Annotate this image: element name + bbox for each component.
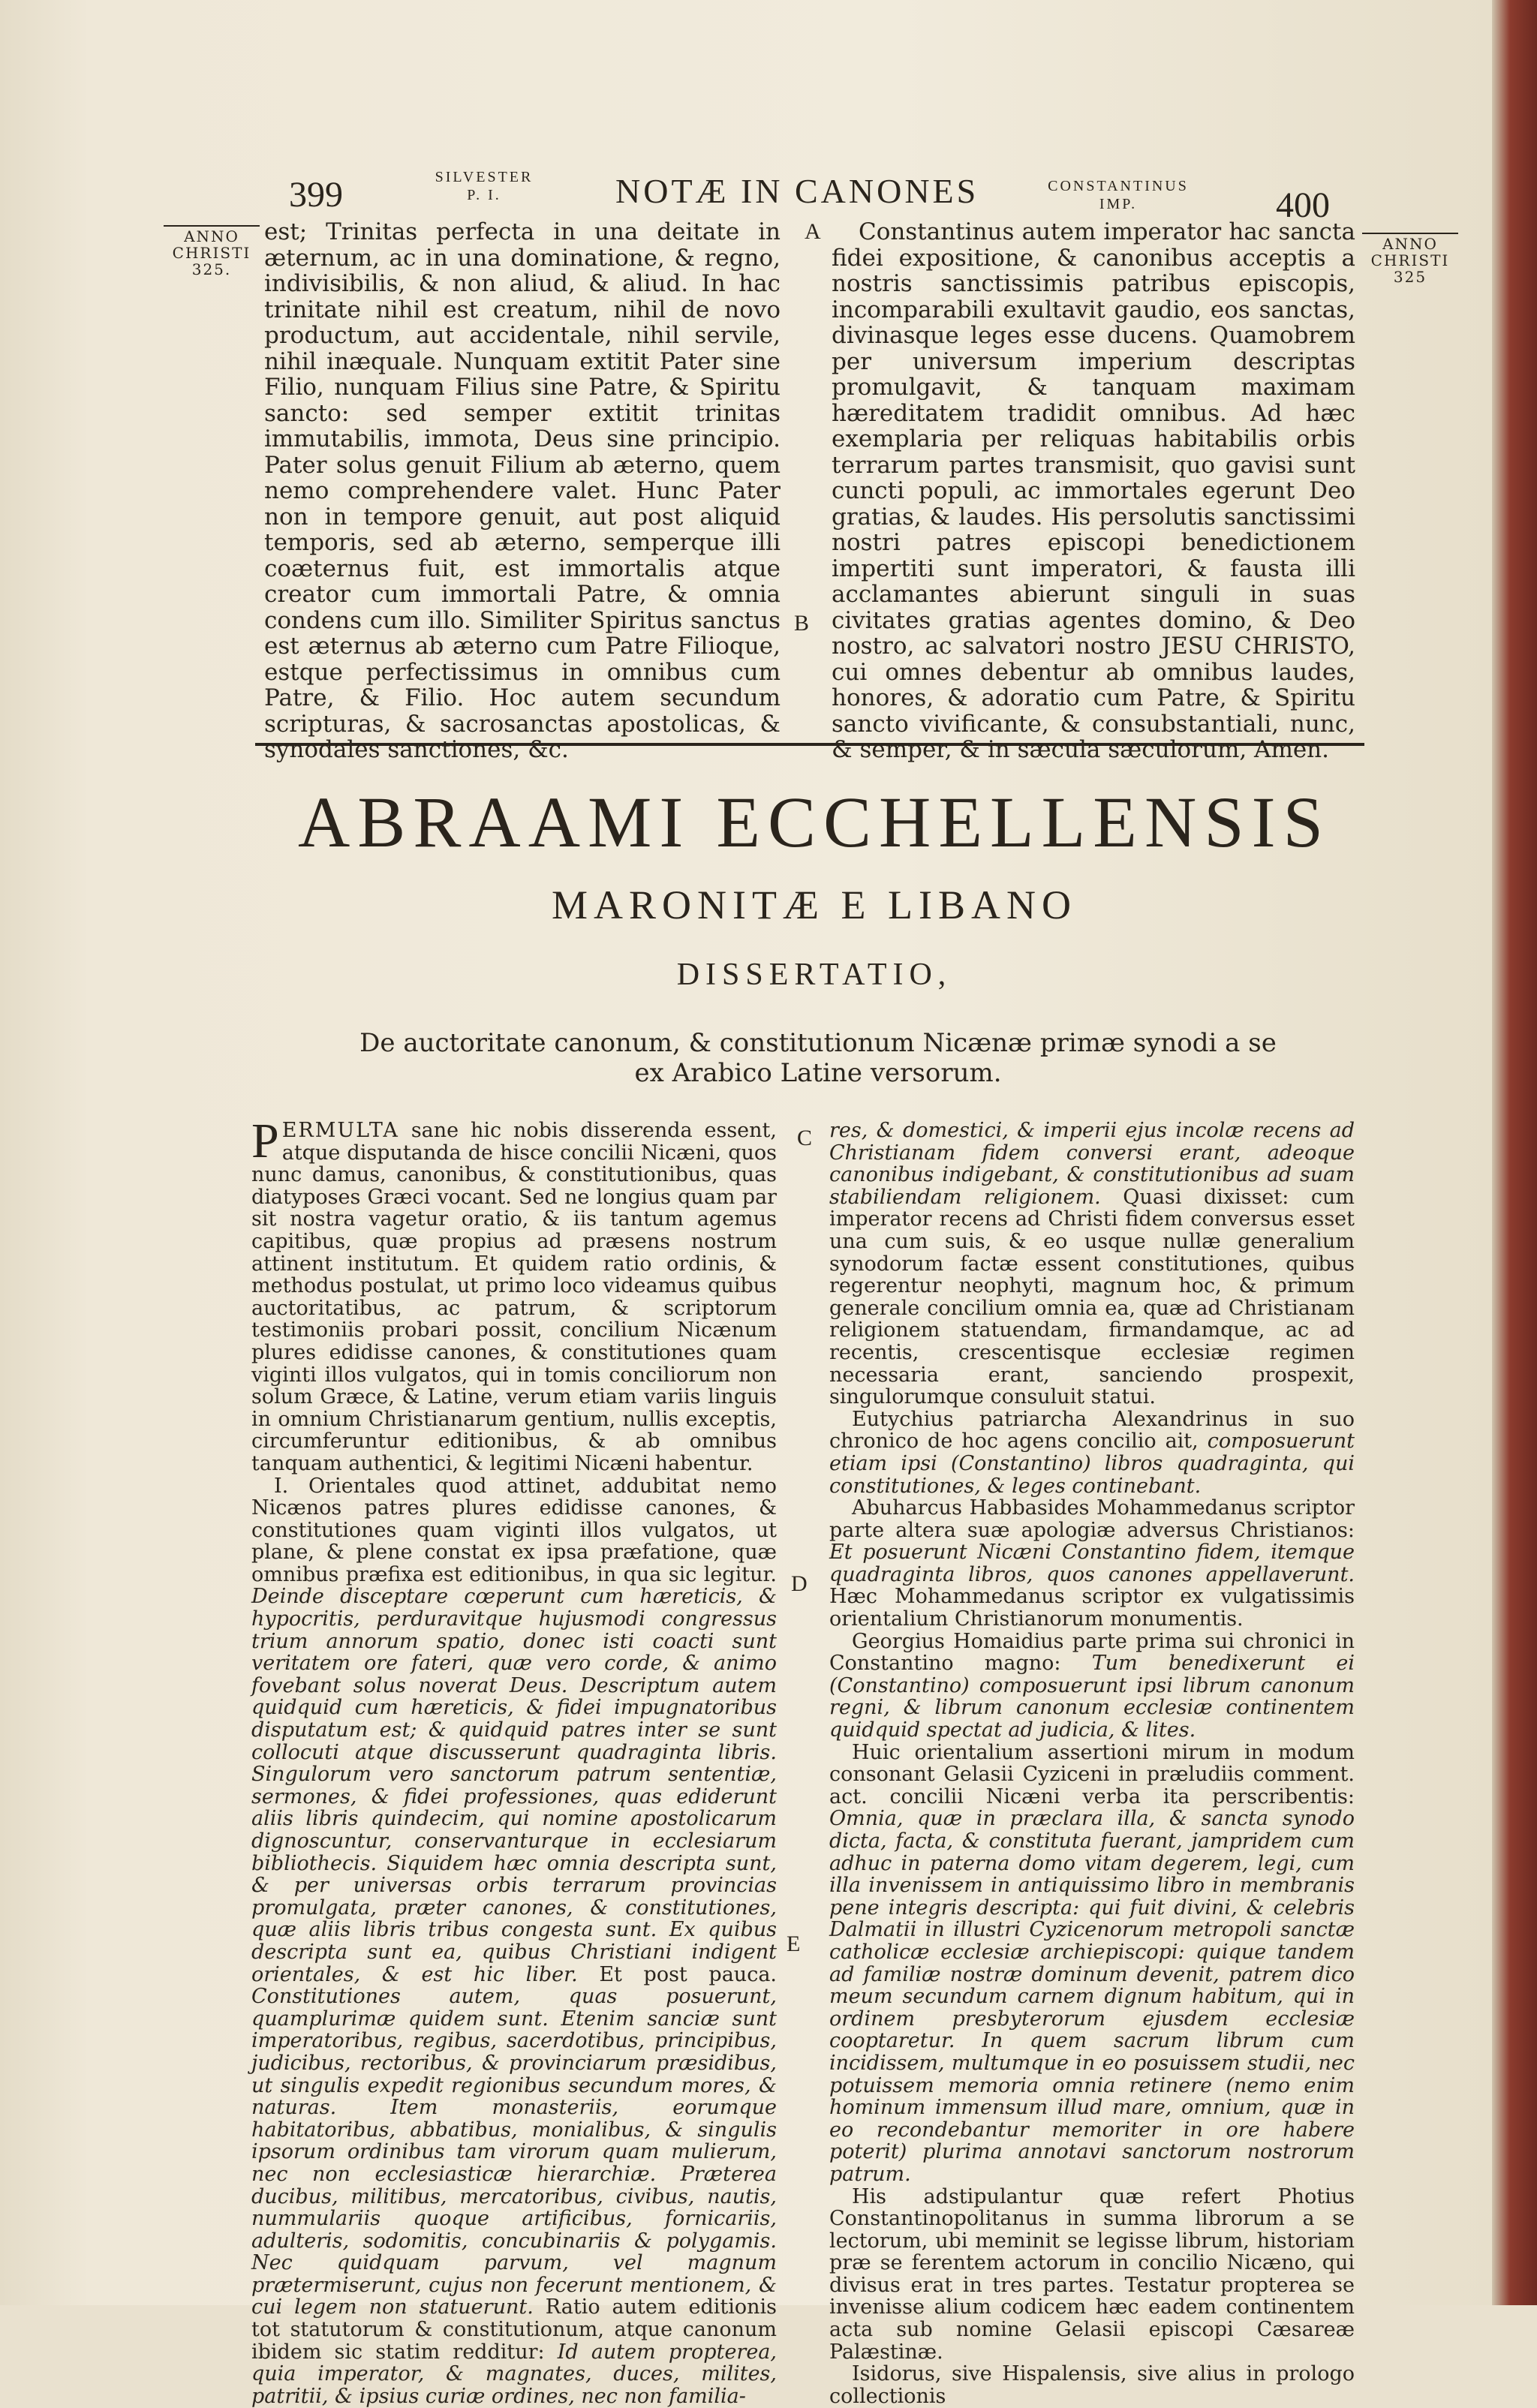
origin-heading: MARONITÆ E LIBANO [552,882,1077,927]
paragraph-permulta [251,1114,777,1475]
year-label: 325 [1393,268,1427,286]
top-left-column [264,219,781,763]
paragraph-eutychius [829,1408,1355,1497]
subtitle-line-2: ex Arabico Latine versorum. [634,1058,1002,1088]
bottom-right-column [829,1119,1355,2408]
section-letter-c: C [797,1126,813,1150]
text-roman: Quasi dixisset: cum imperator recens ad Christi fidem conversus esset una cum suis, & eo usque nullæ generalium synodorum factæ essent constitutiones, quibus regerentur neophyti, magnum hoc, & primum generale concilium omnia ea, quæ ad Christianam religionem statuendam, firmandamque, ac ad recentis, crescentisque ecclesiæ regimen necessaria erant, sanciendo prospexit, singulorumque consuluit statui. [829,1185,1355,1409]
top-right-text: Constantinus autem imperator hac sancta fidei expositione, & canonibus acceptis a nostris sanctissimis patribus episcopis, incomparabili exultavit gaudio, eos sanctas, divinasque leges esse ducens. Quamobrem per universum imperium descriptas promulgavit, & tanquam maximam hæreditatem tradidit omnibus. Ad hæc exemplaria per reliquas habitabilis orbis terrarum partes transmisit, quo gavisi sunt cuncti populi, ac immortales egerunt Deo gratias, & laudes. His persolutis sanctissimi nostri patres episcopi benedictionem impertiti sunt imperatori, & fausta illi acclamantes abierunt singuli in suas civitates gratias agentes domino, & Deo nostro, ac salvatori nostro JESU CHRISTO, cui omnes debentur ab omnibus laudes, honores, & adoratio cum Patre, & Spiritu sancto vivificante, & consubstantiali, nunc, & semper, & in sæcula sæculorum, Amen. [832,218,1355,763]
text-italic: res, & domestici, & imperii ejus incolæ recens ad Christianam fidem conversi erant, adeoque canonibus indigebant, & constitutionibus ad suam stabiliendam religionem. [829,1119,1355,1209]
paragraph-isidorus [829,2363,1355,2407]
anno-label: ANNO [184,227,239,245]
book-binding-edge [1492,0,1537,2305]
text-italic: Deinde disceptare cœperunt cum hæreticis, & hypocritis, perduravitque hujusmodi congressus trium annorum spatio, donec isti coacti sunt veritatem ore fateri, quæ vero corde, & animo fovebant solus noverat Deus. Descriptum autem quidquid cum hæreticis, & fidei impugnatoribus disputatum est; & quidquid patres inter se sunt collocuti atque discusserunt quadraginta libris. Singulorum vero sanctorum patrum sententiæ, sermones, & fidei professiones, quas ediderunt aliis libris quindecim, qui nomine apostolicarum dignoscuntur, conservanturque in ecclesiarum bibliothecis. Siquidem hæc omnia descripta sunt, & per universas orbis terrarum provincias promulgata, præter canones, & constitutiones, quæ aliis libris tribus congesta sunt. Ex quibus descripta sunt ea, quibus Christiani indigent orientales, & est hic liber. [251,1585,777,1986]
page-number-left: 399 [289,175,343,215]
paragraph-homaidius [829,1631,1355,1742]
anno-christi-left [164,225,260,278]
text-roman: Hæc Mohammedanus scriptor ex vulgatissimis orientalium Christianorum monumentis. [829,1585,1355,1631]
paragraph-continuation [829,1120,1355,1408]
text-italic: Id autem propterea, quia imperator, & magnates, duces, milites, patritii, & ipsius curiæ ordines, nec non familia- [251,2340,777,2408]
text-roman: Georgius Homaidius parte prima sui chronici in Constantino magno: [829,1629,1355,1676]
section-letter-d: D [791,1571,808,1596]
page-number-right: 400 [1276,185,1330,225]
christi-label: CHRISTI [172,244,251,262]
running-head-pope [417,168,552,204]
text-italic: Tum benedixerunt ei (Constantino) composuerunt ipsi librum canonum regni, & librum canonum ecclesiæ continentem quidquid spectat ad judicia, & lites. [829,1652,1355,1742]
top-right-column [832,219,1355,763]
paragraph-abuharcus [829,1497,1355,1631]
running-head-emperor [1013,177,1223,213]
paragraph-gelasius [829,1742,1355,2186]
text-roman: Ratio autem editionis tot statutorum & constitutionum, atque canonum ibidem sic statim redditur: [251,2295,777,2364]
anno-label: ANNO [1382,235,1438,253]
dissertation-subtitle [300,1028,1336,1088]
subtitle-line-1: De auctoritate canonum, & constitutionum Nicænæ primæ synodi a se [359,1028,1277,1058]
lead-word: ERMULTA [281,1119,399,1142]
running-title: NOTÆ IN CANONES [615,172,979,210]
top-left-text: est; Trinitas perfecta in una deitate in æternum, ac in una dominatione, & regno, indivisibilis, & non aliud, & aliud. In hac trinitate nihil est creatum, nihil de novo productum, aut accidentale, nihil servile, nihil inæquale. Nunquam extitit Pater sine Filio, nunquam Filius sine Patre, & Spiritu sancto: sed semper extitit trinitas immutabilis, immota, Deus sine principio. Pater solus genuit Filium ab æterno, quem nemo comprehendere valet. Hunc Pater non in tempore genuit, aut post aliquid temporis, sed ab æterno, semperque illi coæternus fuit, est immortalis atque creator cum immortali Patre, & omnia condens cum illo. Similiter Spiritus sanctus est æternus ab æterno cum Patre Filioque, estque perfectissimus in omnibus cum Patre, & Filio. Hoc autem secundum scripturas, & sacrosanctas apostolicas, & synodales sanctiones, &c. [264,218,781,763]
text-italic: composuerunt etiam ipsi (Constantino) libros quadraginta, qui constitutiones, & leges continebant. [829,1429,1355,1498]
dissertatio-heading: DISSERTATIO, [676,957,952,992]
text-roman: I. Orientales quod attinet, addubitat nemo Nicænos patres plures edidisse canones, & constitutiones quam viginti illos vulgatos, ut plane, & plene constat ex ipsa præfatione, quæ omnibus præfixa est editionibus, in qua sic legitur. [251,1474,777,1586]
section-letter-b: B [794,611,810,636]
christi-label: CHRISTI [1370,251,1450,269]
section-letter-a: A [805,219,821,244]
year-label: 325. [191,260,232,278]
paragraph-photius [829,2186,1355,2364]
emperor-title: IMP. [1099,196,1138,212]
paragraph-text: sane hic nobis disserenda essent, atque disputanda de hisce concilii Nicæni, quos nunc damus, canonibus, & constitutionibus, quas diatyposes Græci vocant. Sed ne longius quam par sit nostra vagetur oratio, & iis tantum agemus capitibus, quæ propius ad præsens nostrum attinent institutum. Et quidem ratio ordinis, & methodus postulat, ut primo loco videamus quibus auctoritatibus, ac patrum, & scriptorum testimoniis probari possit, concilium Nicænum plures edidisse canones, & constitutiones quam viginti illos vulgatos, qui in tomis conciliorum non solum Græce, & Latine, verum etiam variis linguis in omnium Christianarum gentium, nullis exceptis, circumferuntur editionibus, & ab omnibus tanquam authentici, & legitimi Nicæni habentur. [251,1119,777,1475]
text-roman: Et post pauca. [599,1962,777,1986]
text-roman: Eutychius patriarcha Alexandrinus in suo chronico de hoc agens concilio ait, [829,1407,1355,1454]
paragraph-orientales [251,1475,777,2408]
drop-cap: P [251,1114,279,1168]
section-rule [255,743,1364,746]
emperor-name: CONSTANTINUS [1048,178,1189,194]
text-italic: Omnia, quæ in præclara illa, & sancta synodo dicta, facta, & constituta fuerant, jampridem cum adhuc in paterna domo vitam degerem, legi, cum illa invenissem in antiquissimo libro in membranis pene integris descripta: qui fuit divini, & celebris Dalmatii in illustri Cyzicenorum metropoli sanctæ catholicæ ecclesiæ archiepiscopi: quique tandem ad familiæ nostræ dominum devenit, patrem dico meum secundum carnem dignum habitum, qui in ordinem presbyterorum ejusdem ecclesiæ cooptaretur. In quem sacrum librum cum incidissem, multumque in eo posuissem studii, nec potuissem memoria omnia retinere (nemo enim hominum immensum illud mare, omnium, quæ in eo recondebantur memoriter in ore habere poterit) plurima annotavi sanctorum nostrorum patrum. [829,1807,1355,2186]
section-letter-e: E [787,1932,801,1956]
bottom-left-column [251,1114,777,2408]
text-italic: Et posuerunt Nicæni Constantino fidem, itemque quadraginta libros, quos canones appellaverunt. [829,1541,1355,1586]
text-italic: Constitutiones autem, quas posuerunt, quamplurimæ quidem sunt. Etenim sanciæ sunt imperatoribus, regibus, sacerdotibus, principibus, judicibus, rectoribus, & provinciarum præsidibus, ut singulis expedit regionibus secundum mores, & naturas. Item monasteriis, eorumque habitatoribus, abbatibus, monialibus, & singulis ipsorum ordinibus tam virorum quam mulierum, nec non ecclesiasticæ hierarchiæ. Præterea ducibus, militibus, mercatoribus, civibus, nautis, nummulariis quoque artificibus, fornicariis, adulteris, sodomitis, concubinariis & polygamis. Nec quidquam parvum, vel magnum prætermiserunt, cujus non fecerunt mentionem, & cui legem non statuerunt. [251,1985,777,2319]
pope-name: SILVESTER [435,169,534,185]
text-roman: Isidorus, sive Hispalensis, sive alius in prologo collectionis [829,2362,1355,2408]
author-heading: ABRAAMI ECCHELLENSIS [297,782,1331,862]
pope-number: P. I. [467,187,501,203]
anno-christi-right [1362,233,1458,285]
text-roman: His adstipulantur quæ refert Photius Constantinopolitanus in summa librorum a se lectorum, ubi meminit se legisse librum, historiam præ se ferentem actorum in concilio Nicæno, qui divisus erat in tres partes. Testatur propterea se invenisse alium codicem hæc eadem continentem acta sub nomine Gelasii episcopi Cæsareæ Palæstinæ. [829,2184,1355,2364]
text-roman: Abuharcus Habbasides Mohammedanus scriptor parte altera suæ apologiæ adversus Christianos: [829,1496,1355,1542]
text-roman: Huic orientalium assertioni mirum in modum consonant Gelasii Cyziceni in præludiis comment. act. concilii Nicæni verba ita perscribentis: [829,1740,1355,1808]
